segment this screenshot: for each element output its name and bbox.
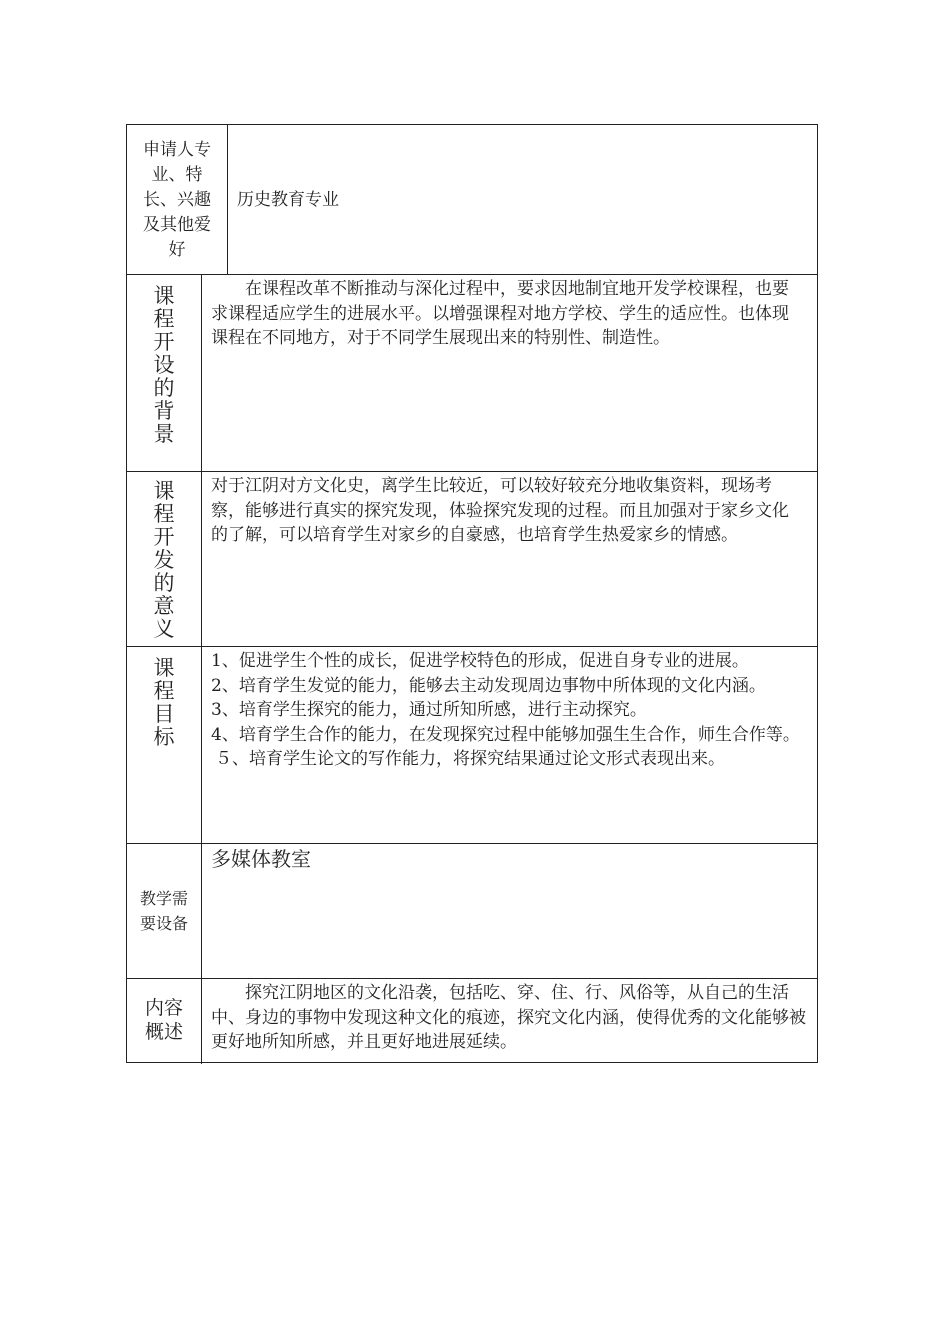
label-char: 开: [153, 330, 175, 354]
application-table: [126, 124, 818, 1063]
applicant-row: [127, 125, 817, 275]
background-content-cell: [202, 275, 817, 471]
label-char: 义: [153, 617, 175, 641]
goal-item: 3、培育学生探究的能力，通过所知所感，进行主动探究。: [211, 700, 647, 720]
label-char: 标: [153, 725, 175, 749]
summary-label: 内容概述: [144, 997, 183, 1043]
significance-label-cell: [127, 472, 202, 646]
equipment-content: 多媒体教室: [211, 847, 311, 871]
label-char: 意: [153, 594, 175, 618]
label-char: 目: [153, 702, 175, 726]
significance-content-cell: [202, 472, 817, 646]
goal-item: 2、培育学生发觉的能力，能够去主动发现周边事物中所体现的文化内涵。: [211, 675, 766, 696]
significance-content: 对于江阴对方文化史，离学生比较近，可以较好较充分地收集资料，现场考察，能够进行真实的探究发现，体验探究发现的过程。而且加强对于家乡文化的了解，可以培育学生对家乡的自豪感，也培育学生热爱家乡的情感。: [211, 476, 789, 545]
label-char: 的: [153, 571, 175, 595]
goals-content-cell: [202, 647, 817, 843]
equipment-content-cell: [202, 844, 817, 978]
background-label: [127, 285, 201, 446]
label-char: 发: [153, 548, 175, 572]
label-char: 课: [153, 284, 175, 308]
significance-label: [127, 480, 201, 641]
goal-item: ５、培育学生论文的写作能力，将探究结果通过论文形式表现出来。: [215, 749, 725, 769]
background-content: 在课程改革不断推动与深化过程中，要求因地制宜地开发学校课程，也要求课程适应学生的进展水平。以增强课程对地方学校、学生的适应性。也体现课程在不同地方，对于不同学生展现出来的特别性、制造性。: [211, 279, 789, 348]
label-char: 景: [153, 422, 175, 446]
label-char: 设: [153, 353, 175, 377]
goal-item: 4、培育学生合作的能力，在发现探究过程中能够加强生生合作，师生合作等。: [211, 724, 800, 745]
label-char: 课: [153, 479, 175, 503]
significance-row: [127, 472, 817, 647]
background-row: [127, 275, 817, 472]
applicant-label: 申请人专业、特长、兴趣及其他爱好: [143, 140, 211, 260]
label-char: 程: [153, 307, 175, 331]
equipment-label-cell: [127, 844, 202, 978]
label-char: 程: [153, 502, 175, 526]
summary-row: [127, 979, 817, 1064]
goals-row: [127, 647, 817, 844]
goals-list: [211, 649, 809, 772]
summary-content: 探究江阴地区的文化沿袭，包括吃、穿、住、行、风俗等，从自己的生活中、身边的事物中发现这种文化的痕迹，探究文化内涵，使得优秀的文化能够被更好地所知所感，并且更好地进展延续。: [211, 983, 806, 1052]
label-char: 背: [153, 399, 175, 423]
applicant-content-cell: [228, 125, 817, 274]
goals-label-cell: [127, 647, 202, 843]
label-char: 程: [153, 679, 175, 703]
label-char: 课: [153, 656, 175, 680]
applicant-content: 历史教育专业: [237, 190, 339, 210]
goal-item: 1、促进学生个性的成长，促进学校特色的形成，促进自身专业的进展。: [211, 651, 749, 671]
applicant-label-cell: [127, 125, 228, 274]
equipment-label: 教学需要设备: [139, 889, 188, 933]
background-label-cell: [127, 275, 202, 471]
goals-label: [127, 657, 201, 749]
summary-content-cell: [202, 979, 817, 1064]
equipment-row: [127, 844, 817, 979]
summary-label-cell: [127, 979, 202, 1064]
label-char: 开: [153, 525, 175, 549]
label-char: 的: [153, 376, 175, 400]
